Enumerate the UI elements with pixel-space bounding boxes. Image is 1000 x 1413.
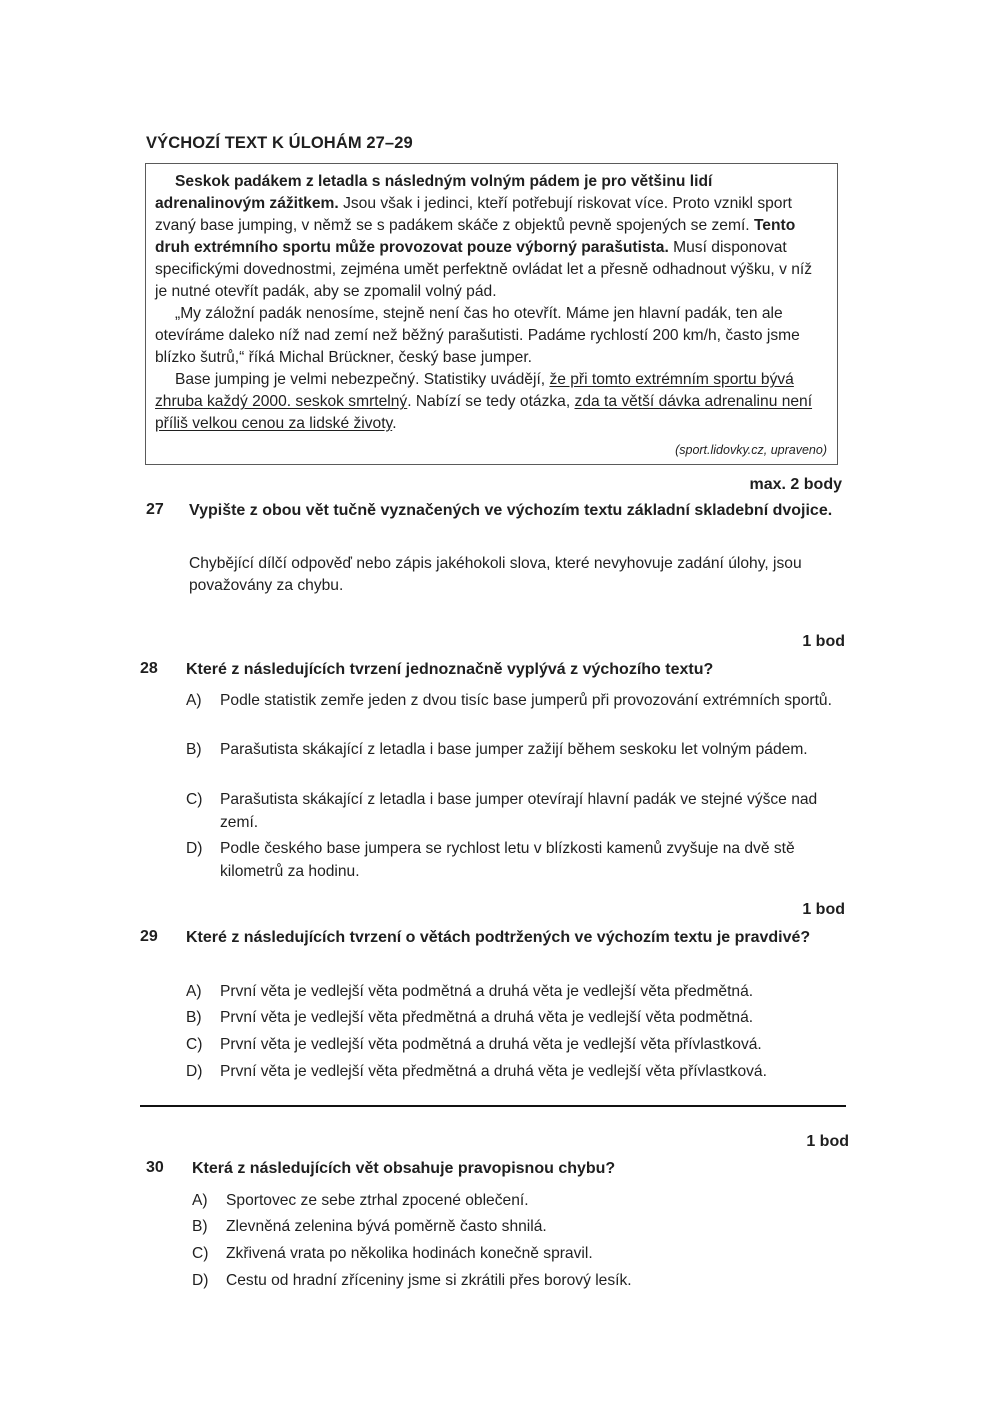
option-letter: B) (186, 741, 202, 758)
option-text: Parašutista skákající z letadla i base jumper zažijí během seskoku let volným pádem. (220, 741, 808, 758)
q27-note: Chybějící dílčí odpověď nebo zápis jakéhokoli slova, které nevyhovuje zadání úlohy, jsou považovány za chybu. (189, 555, 802, 594)
bold-sentence-1: Seskok padákem z letadla s následným volným pádem je pro většinu lidí adrenalinovým zážitkem. (155, 173, 713, 212)
option-letter: B) (186, 1009, 202, 1026)
option-letter: C) (186, 1036, 203, 1053)
option-letter: C) (192, 1245, 209, 1262)
underlined-clause-1: že při tomto extrémním sportu bývá zhruba každý 2000. seskok smrtelný (155, 371, 794, 410)
option-text: První věta je vedlejší věta podmětná a druhá věta je vedlejší věta přívlastková. (220, 1036, 762, 1053)
q30-option-b[interactable] (192, 1215, 856, 1238)
q30-option-a[interactable] (192, 1189, 856, 1212)
q27-text: Vypište z obou vět tučně vyznačených ve výchozím textu základní skladební dvojice. (189, 502, 833, 519)
option-text: První věta je vedlejší věta podmětná a druhá věta je vedlejší věta předmětná. (220, 983, 754, 1000)
paragraph-1-text-b: Musí disponovat specifickými dovednostmi, zejména umět perfektně ovládat let a přesně odhadnout výšku, v níž je nutné otevřít padák, aby se zpomalil volný pád. (155, 239, 813, 300)
source-paragraph-3 (155, 369, 826, 435)
q28-option-d[interactable] (186, 837, 850, 883)
q30-text: Která z následujících vět obsahuje pravopisnou chybu? (192, 1160, 616, 1177)
q28-option-c[interactable] (186, 788, 850, 834)
paragraph-3-text-b: . Nabízí se tedy otázka, (407, 393, 575, 410)
option-text: Zkřivená vrata po několika hodinách konečně spravil. (226, 1245, 593, 1262)
q29-option-a[interactable] (186, 980, 850, 1003)
option-letter: C) (186, 791, 203, 808)
q30-number: 30 (146, 1159, 164, 1176)
q29-option-d[interactable] (186, 1060, 850, 1083)
option-text: Parašutista skákající z letadla i base jumper otevírají hlavní padák ve stejné výšce nad zemí. (220, 791, 818, 831)
paragraph-1-text-a: Jsou však i jedinci, kteří potřebují riskovat více. Proto vznikl sport zvaný base jumping, v němž se s padákem skáče z objektů pevně spojených se zemí. (155, 195, 792, 234)
q29-option-b[interactable] (186, 1006, 850, 1029)
q28-text: Které z následujících tvrzení jednoznačně vyplývá z výchozího textu? (186, 661, 714, 678)
option-letter: D) (186, 1063, 203, 1080)
q29-number: 29 (140, 928, 158, 945)
option-text: Sportovec ze sebe ztrhal zpocené oblečení. (226, 1192, 529, 1209)
option-letter: A) (186, 983, 202, 1000)
source-paragraph-2: „My záložní padák nenosíme, stejně není čas ho otevřít. Máme jen hlavní padák, ten ale otevíráme daleko níž nad zemí než běžný parašutisti. Padáme rychlostí 200 km/h, často jsme blízko šutrů,“ říká Michal Brückner, český base jumper. (155, 305, 800, 366)
option-letter: A) (186, 692, 202, 709)
q28-points: 1 bod (802, 633, 845, 650)
q28-option-a[interactable] (186, 689, 850, 712)
option-text: Cestu od hradní zříceniny jsme si zkrátili přes borový lesík. (226, 1272, 632, 1289)
option-letter: D) (186, 840, 203, 857)
q30-points: 1 bod (806, 1133, 849, 1150)
option-text: Podle českého base jumpera se rychlost letu v blízkosti kamenů zvyšuje na dvě stě kilometrů za hodinu. (220, 840, 795, 880)
option-text: Podle statistik zemře jeden z dvou tisíc base jumperů při provozování extrémních sportů. (220, 692, 832, 709)
q27-points: max. 2 body (749, 476, 842, 493)
q28-option-b[interactable] (186, 738, 850, 761)
option-text: Zlevněná zelenina bývá poměrně často shnilá. (226, 1218, 547, 1235)
q29-text: Které z následujících tvrzení o větách podtržených ve výchozím textu je pravdivé? (186, 929, 811, 946)
option-letter: A) (192, 1192, 208, 1209)
option-text: První věta je vedlejší věta předmětná a druhá věta je vedlejší věta přívlastková. (220, 1063, 767, 1080)
underlined-clause-2: zda ta větší dávka adrenalinu není příliš velkou cenou za lidské životy (155, 393, 813, 432)
q28-number: 28 (140, 660, 158, 677)
bold-sentence-2: Tento druh extrémního sportu může provozovat pouze výborný parašutista. (155, 217, 796, 256)
q29-option-c[interactable] (186, 1033, 850, 1056)
paragraph-3-text-a: Base jumping je velmi nebezpečný. Statistiky uvádějí, (175, 371, 550, 388)
source-text-box (145, 163, 838, 465)
q27-number: 27 (146, 501, 164, 518)
q29-points: 1 bod (802, 901, 845, 918)
source-citation: (sport.lidovky.cz, upraveno) (675, 443, 827, 457)
section-divider (140, 1105, 846, 1107)
section-title: VÝCHOZÍ TEXT K ÚLOHÁM 27–29 (146, 134, 413, 152)
option-letter: D) (192, 1272, 209, 1289)
q30-option-d[interactable] (192, 1269, 856, 1292)
option-text: První věta je vedlejší věta předmětná a druhá věta je vedlejší věta podmětná. (220, 1009, 754, 1026)
q30-option-c[interactable] (192, 1242, 856, 1265)
source-paragraph-1 (155, 171, 826, 303)
paragraph-3-text-c: . (392, 415, 397, 432)
option-letter: B) (192, 1218, 208, 1235)
